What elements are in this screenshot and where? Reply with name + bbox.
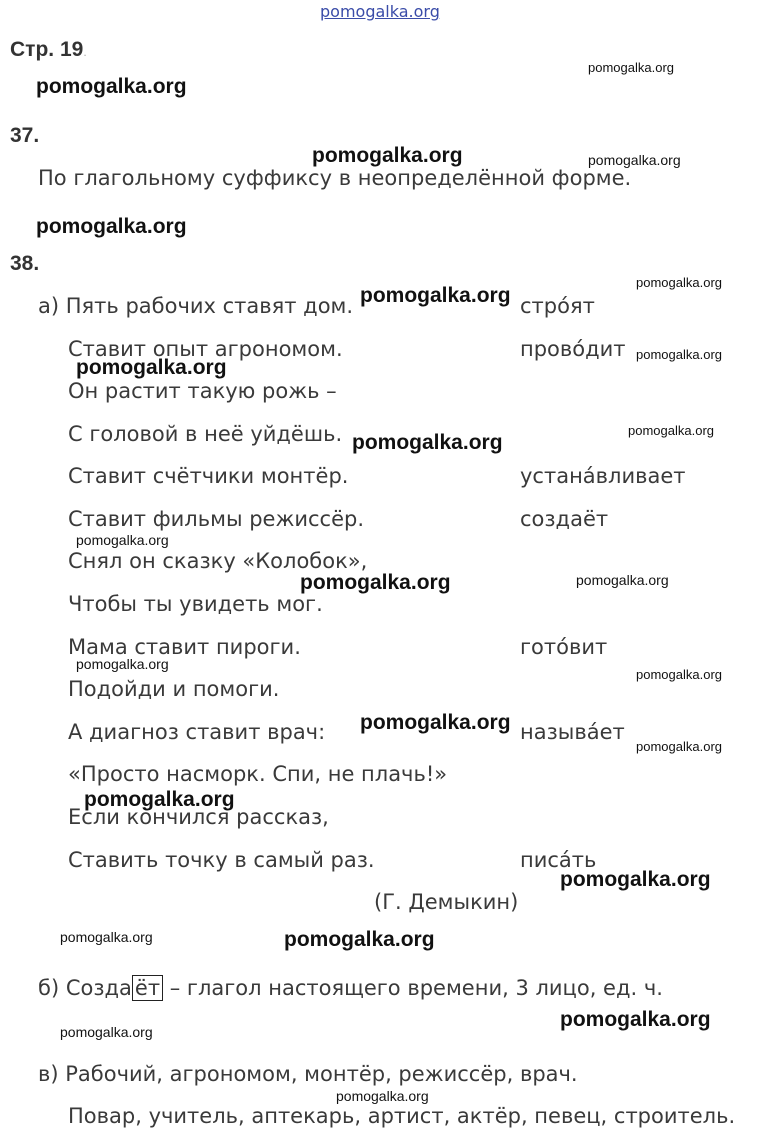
watermark: pomogalka.org (300, 571, 451, 594)
poem-line-10: Подойди и помоги. (68, 677, 280, 701)
watermark: pomogalka.org (636, 347, 722, 362)
part-b-rest: – глагол настоящего времени, 3 лицо, ед. ч. (163, 976, 663, 1000)
part-b-line (38, 976, 663, 1000)
poem-line-3: Он растит такую рожь – (68, 379, 337, 403)
watermark: pomogalka.org (636, 275, 722, 290)
watermark: pomogalka.org (284, 928, 435, 951)
watermark: pomogalka.org (60, 1024, 153, 1040)
part-c-text-1: Рабочий, агрономом, монтёр, режиссёр, врач. (65, 1062, 578, 1086)
watermark: pomogalka.org (576, 572, 669, 588)
watermark: pomogalka.org (312, 144, 463, 167)
watermark: pomogalka.org (36, 215, 187, 238)
answer-word: устана́вливает (520, 464, 686, 488)
watermark: pomogalka.org (360, 284, 511, 307)
part-c-line-1 (38, 1062, 578, 1086)
poem-line-7: Снял он сказку «Колобок», (68, 549, 368, 573)
part-b-word-start: Созда (65, 976, 132, 1000)
part-a-prefix: а) (38, 294, 66, 318)
watermark: pomogalka.org (360, 711, 511, 734)
poem-line-5: Ставит счётчики монтёр. (68, 464, 349, 488)
watermark: pomogalka.org (76, 532, 169, 548)
watermark: pomogalka.org (588, 60, 674, 75)
watermark: pomogalka.org (36, 75, 187, 98)
watermark: pomogalka.org (60, 929, 153, 945)
watermark: pomogalka.org (628, 423, 714, 438)
part-b-prefix: б) (38, 976, 66, 1000)
answer-word: гото́вит (520, 635, 608, 659)
watermark: pomogalka.org (636, 667, 722, 682)
answer-word: прово́дит (520, 337, 626, 361)
poem-author: (Г. Демыкин) (374, 890, 519, 914)
watermark: pomogalka.org (76, 656, 169, 672)
watermark: pomogalka.org (336, 1088, 429, 1104)
watermark: pomogalka.org (352, 431, 503, 454)
watermark: pomogalka.org (636, 739, 722, 754)
poem-text: Пять рабочих ставят дом. (65, 294, 354, 318)
task-37-answer: По глагольному суффиксу в неопределённой форме. (38, 166, 632, 190)
watermark: pomogalka.org (84, 788, 235, 811)
part-c-prefix: в) (38, 1062, 66, 1086)
poem-line-14: Ставить точку в самый раз. (68, 848, 375, 872)
answer-word: называ́ет (520, 720, 625, 744)
watermark: pomogalka.org (560, 868, 711, 891)
watermark: pomogalka.org (588, 152, 681, 168)
page-label-dot: . (83, 45, 87, 59)
poem-line-13: Если кончился рассказ, (68, 805, 329, 829)
top-watermark-link[interactable]: pomogalka.org (320, 2, 440, 21)
answer-word: стро́ят (520, 294, 595, 318)
poem-line-1 (38, 294, 353, 318)
part-b-word-ending-box: ёт (132, 975, 163, 1001)
poem-line-8: Чтобы ты увидеть мог. (68, 592, 323, 616)
task-37-number: 37. (10, 124, 40, 147)
page-label (10, 38, 87, 62)
poem-line-12: «Просто насморк. Спи, не плачь!» (68, 762, 448, 786)
poem-line-6: Ставит фильмы режиссёр. (68, 507, 365, 531)
answer-word: писа́ть (520, 848, 597, 872)
poem-line-4: С головой в неё уйдёшь. (68, 422, 343, 446)
watermark: pomogalka.org (560, 1008, 711, 1031)
poem-line-11: А диагноз ставит врач: (68, 720, 326, 744)
watermark: pomogalka.org (76, 356, 227, 379)
poem-line-9: Мама ставит пироги. (68, 635, 301, 659)
answer-word: создаёт (520, 507, 609, 531)
poem-line-2: Ставит опыт агрономом. (68, 337, 343, 361)
part-c-line-2: Повар, учитель, аптекарь, артист, актёр, певец, строитель. (68, 1104, 736, 1128)
page-label-text: Стр. 19 (10, 38, 84, 61)
task-38-number: 38. (10, 252, 40, 275)
